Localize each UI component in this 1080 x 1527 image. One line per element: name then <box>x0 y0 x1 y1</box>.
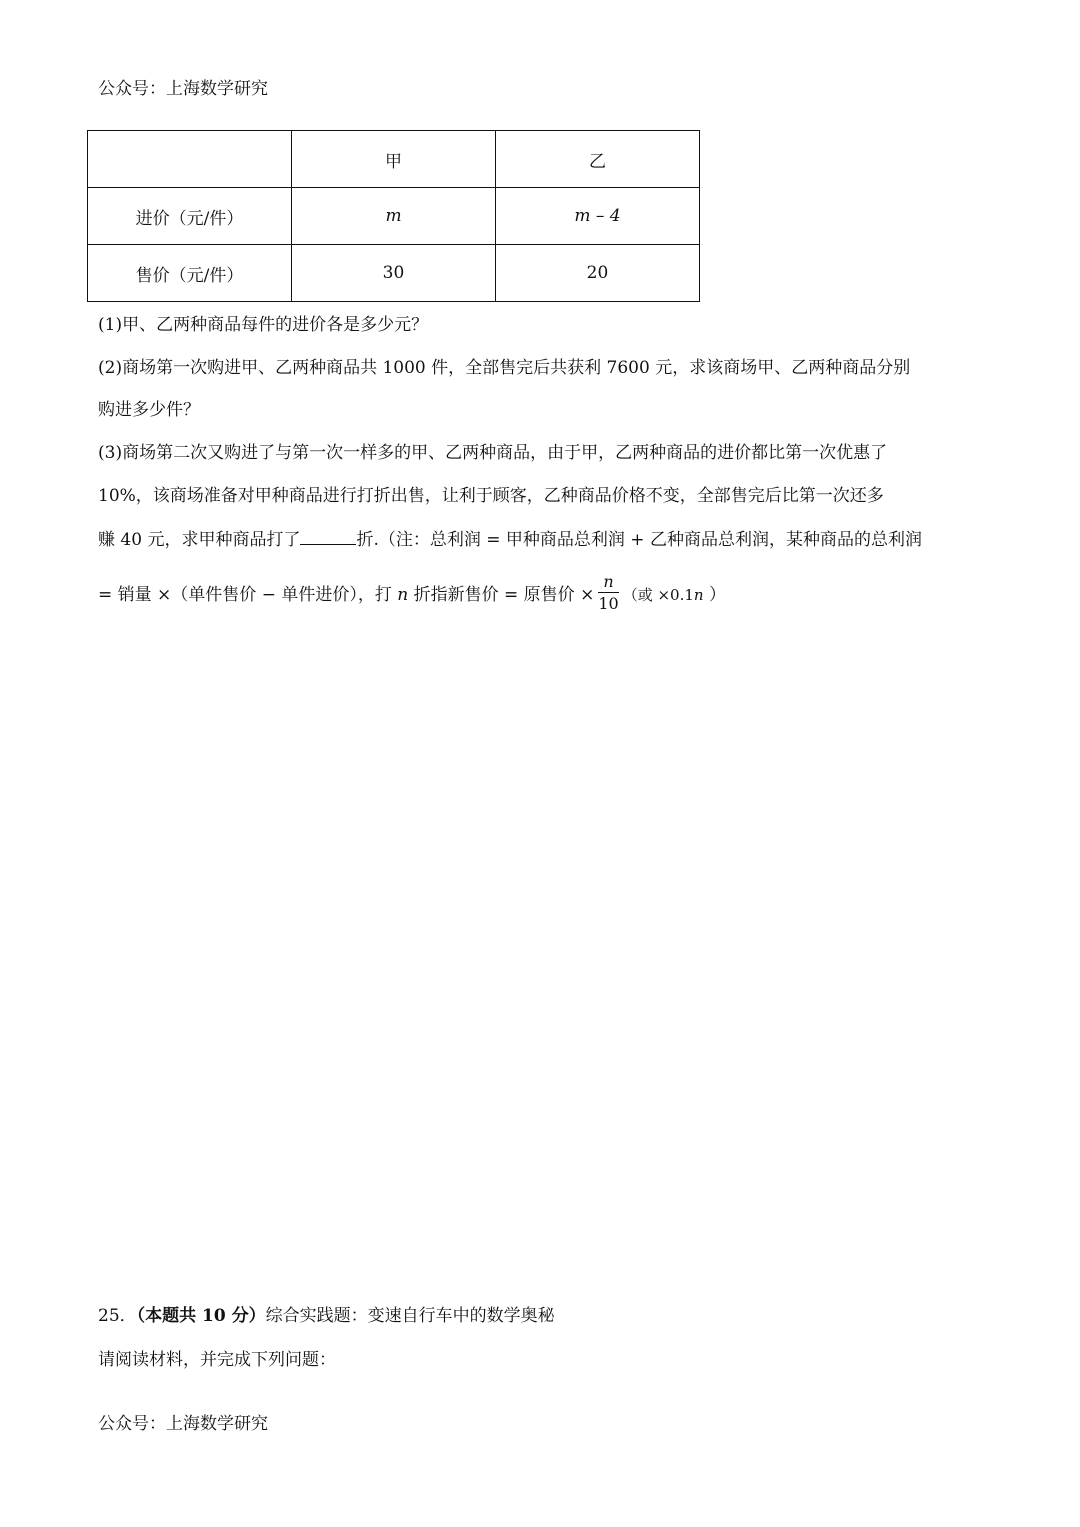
q3-line4-text-after: （或 ×0.1 <box>622 586 694 604</box>
q3-line4-text-end: ） <box>703 585 726 605</box>
variable-n-2: n <box>693 586 704 604</box>
fraction-n-over-10 <box>598 572 618 615</box>
question-2-line-1: (2)商场第一次购进甲、乙两种商品共 1000 件，全部售完后共获利 7600 元，求该商场甲、乙两种商品分别 <box>98 358 911 378</box>
page-footer-watermark: 公众号：上海数学研究 <box>98 1414 268 1434</box>
question-3-line-4 <box>98 574 726 617</box>
q3-line4-text-mid: 折指新售价 = 原售价 × <box>408 585 595 605</box>
q3-line3-text-before: 赚 40 元，求甲种商品打了 <box>98 530 301 550</box>
variable-n: n <box>397 585 409 605</box>
cell-jia-sale: 30 <box>292 245 496 302</box>
question-3-line-1: (3)商场第二次又购进了与第一次一样多的甲、乙两种商品，由于甲，乙两种商品的进价都比第一次优惠了 <box>98 443 888 463</box>
question-25-points: （本题共 10 分） <box>136 1306 266 1326</box>
question-25-title: 综合实践题：变速自行车中的数学奥秘 <box>265 1306 555 1326</box>
table-header-yi: 乙 <box>496 131 700 188</box>
question-3-line-2: 10%，该商场准备对甲种商品进行打折出售，让利于顾客，乙种商品价格不变，全部售完后比第一次还多 <box>98 486 884 506</box>
q3-line4-text-before: = 销量 ×（单件售价 − 单件进价），打 <box>98 585 398 605</box>
question-25-instruction: 请阅读材料，并完成下列问题： <box>98 1350 336 1370</box>
table-row <box>88 188 700 245</box>
table-header-jia: 甲 <box>292 131 496 188</box>
row-label-purchase-price: 进价（元/件） <box>88 188 292 245</box>
price-table <box>87 130 700 302</box>
question-1: (1)甲、乙两种商品每件的进价各是多少元？ <box>98 315 429 335</box>
fraction-denominator: 10 <box>598 594 619 613</box>
question-2-line-2: 购进多少件？ <box>98 400 200 420</box>
cell-yi-purchase: m – 4 <box>496 188 700 245</box>
table-header-row <box>88 131 700 188</box>
q3-line3-text-after: 折.（注：总利润 = 甲种商品总利润 + 乙种商品总利润，某种商品的总利润 <box>356 530 922 550</box>
table-row <box>88 245 700 302</box>
question-25-number: 25． <box>98 1306 137 1326</box>
cell-yi-sale: 20 <box>496 245 700 302</box>
cell-jia-purchase: m <box>292 188 496 245</box>
answer-blank[interactable] <box>300 526 356 545</box>
row-label-sale-price: 售价（元/件） <box>88 245 292 302</box>
page-header-watermark: 公众号：上海数学研究 <box>98 79 268 99</box>
question-25-heading <box>98 1304 555 1328</box>
fraction-numerator: n <box>598 572 618 593</box>
table-corner-cell <box>88 131 292 188</box>
question-3-line-3 <box>98 526 922 552</box>
